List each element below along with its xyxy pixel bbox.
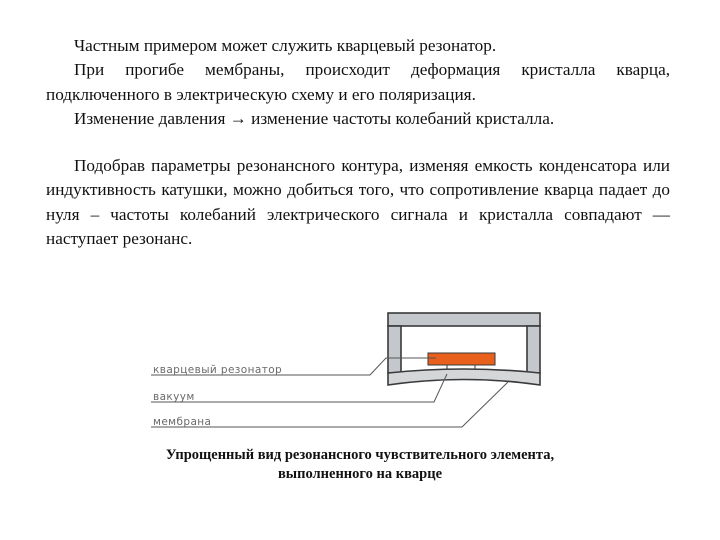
housing-top-cap [388,313,540,326]
caption-line-1: Упрощенный вид резонансного чувствительного элемента, [165,447,555,463]
caption-line-2: выполненного на кварце [277,466,443,482]
membrane [388,369,540,385]
housing-right-wall [527,326,540,373]
paragraph-pressure-frequency: Изменение давления → изменение частоты колебаний кристалла. [74,109,555,129]
paragraph-example: Частным примером может служить кварцевый резонатор. [74,36,497,55]
figure-caption [60,446,660,484]
housing-left-wall [388,326,401,373]
paragraph-resonance: Подобрав параметры резонансного контура, изменяя емкость конденсатора или индуктивность катушки, можно добиться того, что сопротивление кварца падает до нуля – частоты колебаний электрического сигнала и кристалла совпадают — наступает резонанс. [46,156,670,249]
label-vacuum: вакуум [153,391,195,403]
label-quartz-resonator: кварцевый резонатор [153,364,283,376]
label-membrane: мембрана [153,416,212,428]
quartz-crystal [428,353,495,365]
paragraph-deformation: При прогибе мембраны, происходит деформация кристалла кварца, подключенного в электрическую схему и его поляризация. [46,60,670,104]
